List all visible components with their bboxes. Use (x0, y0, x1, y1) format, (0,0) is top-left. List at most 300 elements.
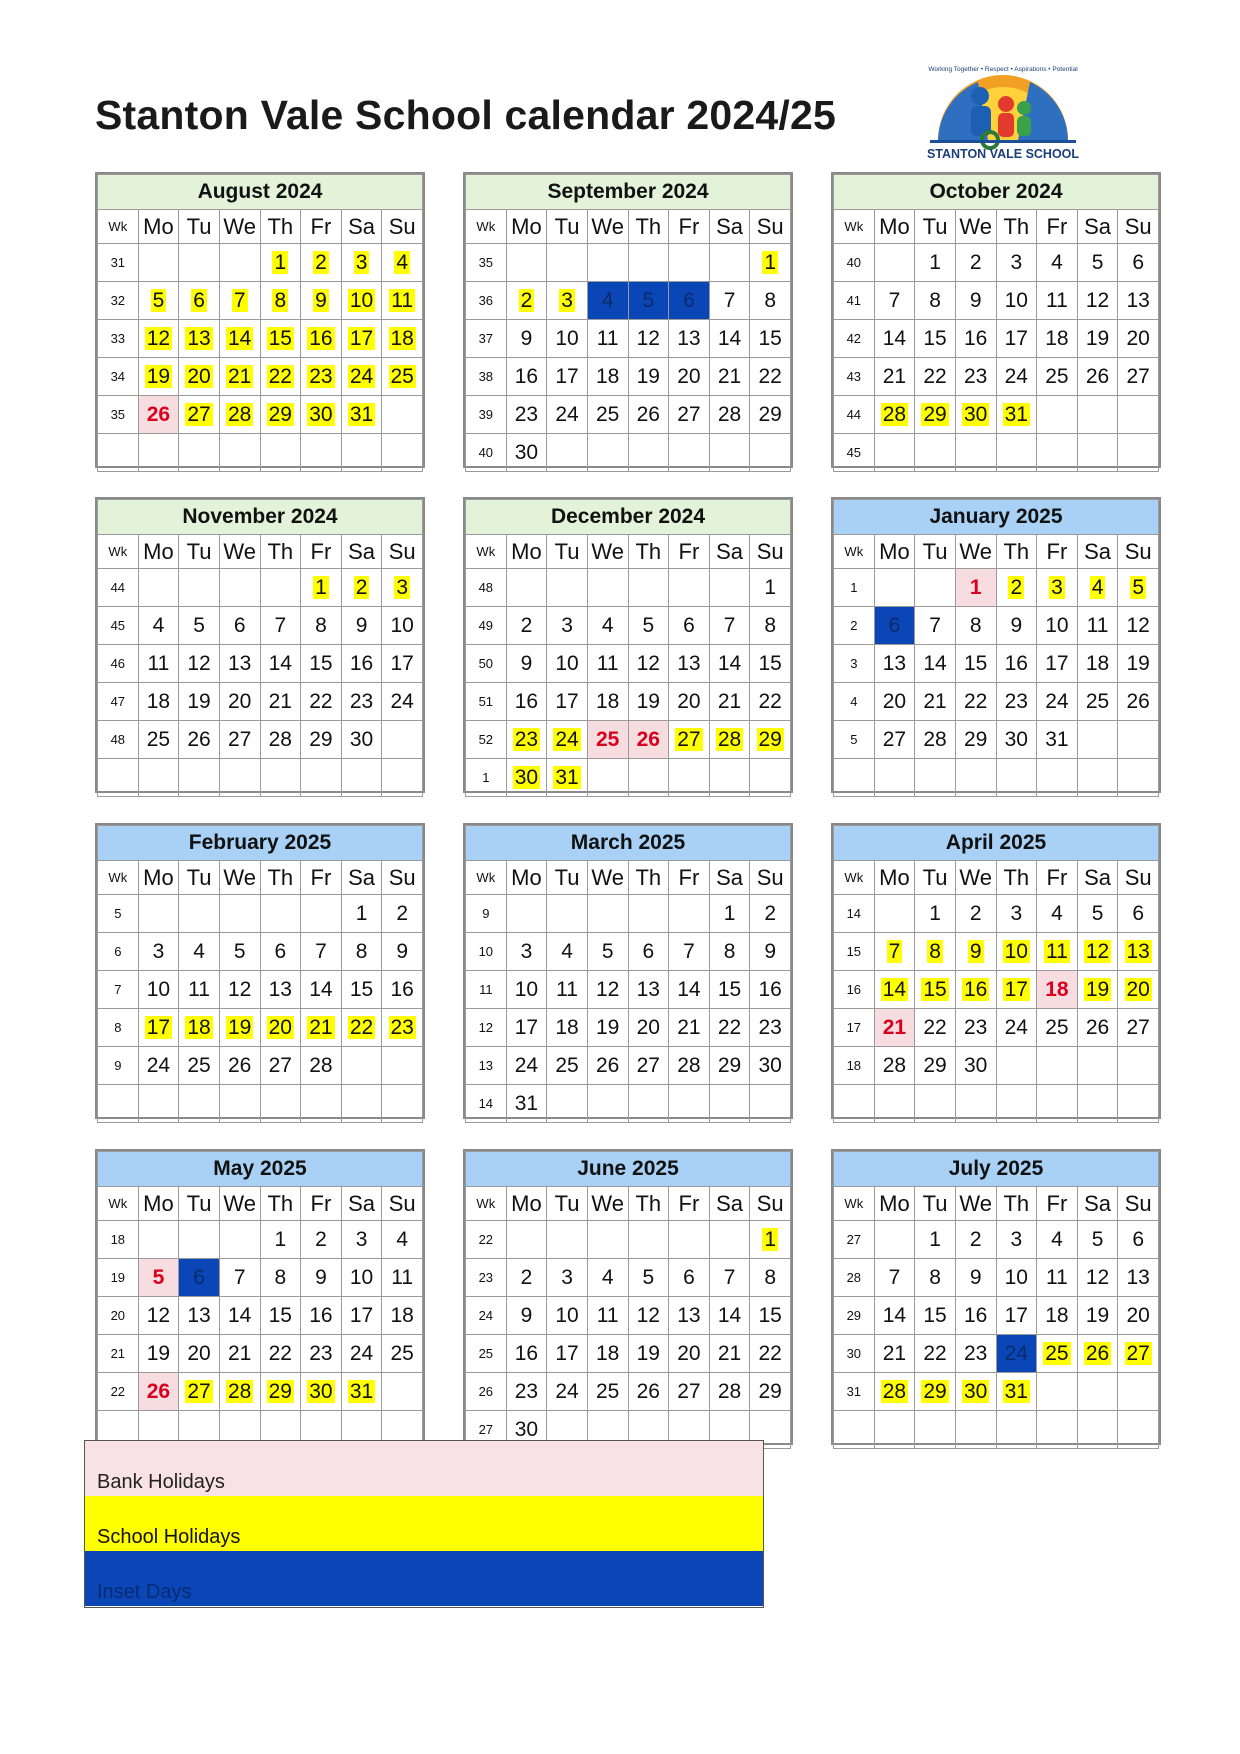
day-cell (138, 895, 179, 933)
day-cell: 12 (628, 320, 669, 358)
day-cell: 19 (138, 1335, 179, 1373)
day-cell: 4 (1037, 895, 1078, 933)
day-cell: 27 (669, 396, 710, 434)
day-cell (382, 1085, 423, 1123)
day-header: Sa (1077, 861, 1118, 895)
day-cell: 31 (996, 396, 1037, 434)
day-cell: 28 (874, 396, 915, 434)
day-cell: 5 (628, 1259, 669, 1297)
day-header: Fr (301, 1187, 342, 1221)
day-cell (1037, 396, 1078, 434)
day-header: Sa (1077, 210, 1118, 244)
day-cell: 28 (669, 1047, 710, 1085)
day-cell (506, 1221, 547, 1259)
week-number: 5 (834, 721, 875, 759)
day-cell: 15 (341, 971, 382, 1009)
day-cell (628, 759, 669, 797)
day-header: Fr (669, 535, 710, 569)
day-cell: 26 (138, 396, 179, 434)
month-title: August 2024 (98, 175, 423, 210)
day-cell: 11 (587, 320, 628, 358)
day-cell (750, 434, 791, 472)
day-header: We (587, 861, 628, 895)
day-header: Tu (547, 861, 588, 895)
day-cell: 14 (219, 1297, 260, 1335)
day-cell: 23 (382, 1009, 423, 1047)
day-cell (669, 569, 710, 607)
day-cell (1077, 1373, 1118, 1411)
day-cell: 21 (709, 358, 750, 396)
day-cell: 1 (709, 895, 750, 933)
day-header: Mo (874, 535, 915, 569)
month-november-2024 (95, 497, 425, 793)
week-number: 40 (834, 244, 875, 282)
week-number: 23 (466, 1259, 507, 1297)
day-cell: 10 (547, 645, 588, 683)
day-cell: 27 (260, 1047, 301, 1085)
day-cell: 3 (547, 282, 588, 320)
day-header: Sa (341, 210, 382, 244)
day-cell: 2 (506, 282, 547, 320)
day-cell: 21 (874, 358, 915, 396)
week-number: 34 (98, 358, 139, 396)
day-header: Su (750, 1187, 791, 1221)
day-cell: 23 (955, 358, 996, 396)
day-cell: 17 (547, 1335, 588, 1373)
day-cell: 4 (587, 1259, 628, 1297)
month-march-2025 (463, 823, 793, 1119)
day-cell: 18 (1037, 320, 1078, 358)
day-cell: 31 (547, 759, 588, 797)
day-cell (260, 895, 301, 933)
day-cell: 13 (669, 1297, 710, 1335)
day-header: Th (260, 861, 301, 895)
day-cell: 26 (628, 1373, 669, 1411)
day-cell: 5 (219, 933, 260, 971)
day-header: Th (628, 210, 669, 244)
month-may-2025 (95, 1149, 425, 1445)
day-cell: 1 (750, 569, 791, 607)
week-number: 31 (98, 244, 139, 282)
day-cell: 11 (382, 282, 423, 320)
day-cell: 1 (260, 244, 301, 282)
day-cell: 10 (1037, 607, 1078, 645)
day-cell (709, 244, 750, 282)
day-cell: 8 (341, 933, 382, 971)
day-cell: 30 (506, 434, 547, 472)
day-cell: 14 (260, 645, 301, 683)
day-cell (915, 434, 956, 472)
day-header: Su (1118, 1187, 1159, 1221)
day-cell (669, 1085, 710, 1123)
day-cell: 1 (750, 244, 791, 282)
day-cell: 1 (955, 569, 996, 607)
day-cell: 3 (996, 244, 1037, 282)
day-cell: 12 (1077, 282, 1118, 320)
day-cell: 8 (260, 1259, 301, 1297)
day-cell (547, 1085, 588, 1123)
day-cell: 1 (301, 569, 342, 607)
day-cell: 18 (138, 683, 179, 721)
day-header: Fr (669, 210, 710, 244)
day-cell: 9 (341, 607, 382, 645)
day-cell (382, 721, 423, 759)
day-cell: 27 (1118, 358, 1159, 396)
day-cell: 20 (874, 683, 915, 721)
day-cell: 21 (301, 1009, 342, 1047)
day-cell: 23 (301, 358, 342, 396)
day-cell: 13 (219, 645, 260, 683)
day-cell: 17 (996, 1297, 1037, 1335)
day-cell: 2 (301, 244, 342, 282)
day-cell: 28 (915, 721, 956, 759)
day-cell: 22 (709, 1009, 750, 1047)
day-cell: 2 (506, 1259, 547, 1297)
day-cell: 12 (138, 320, 179, 358)
day-cell: 19 (138, 358, 179, 396)
day-cell: 22 (750, 683, 791, 721)
day-cell: 26 (1077, 358, 1118, 396)
day-header: Fr (669, 861, 710, 895)
day-header: Su (750, 535, 791, 569)
week-number: 28 (834, 1259, 875, 1297)
day-header: Mo (138, 861, 179, 895)
day-header: Wk (466, 861, 507, 895)
day-header: Fr (1037, 1187, 1078, 1221)
day-cell: 28 (709, 396, 750, 434)
day-cell: 16 (506, 358, 547, 396)
day-cell: 19 (1118, 645, 1159, 683)
day-cell: 20 (179, 358, 220, 396)
day-header: Tu (547, 210, 588, 244)
day-cell: 18 (587, 1335, 628, 1373)
day-cell (179, 895, 220, 933)
day-cell (179, 1221, 220, 1259)
day-header: Sa (709, 1187, 750, 1221)
day-cell: 6 (260, 933, 301, 971)
month-title: November 2024 (98, 500, 423, 535)
day-header: We (587, 535, 628, 569)
week-number: 44 (834, 396, 875, 434)
page-title: Stanton Vale School calendar 2024/25 (95, 92, 836, 138)
day-header: Th (996, 861, 1037, 895)
logo-name: STANTON VALE SCHOOL (926, 147, 1080, 161)
day-cell: 1 (915, 1221, 956, 1259)
day-cell: 21 (874, 1335, 915, 1373)
day-header: Sa (341, 535, 382, 569)
day-cell: 7 (669, 933, 710, 971)
week-number: 35 (98, 396, 139, 434)
month-october-2024 (831, 172, 1161, 468)
day-cell: 15 (301, 645, 342, 683)
day-cell: 26 (1077, 1335, 1118, 1373)
day-cell (341, 1047, 382, 1085)
day-header: We (587, 210, 628, 244)
week-number: 31 (834, 1373, 875, 1411)
day-cell: 27 (1118, 1335, 1159, 1373)
day-header: Sa (709, 210, 750, 244)
day-cell: 4 (1077, 569, 1118, 607)
school-logo (918, 58, 1088, 166)
day-cell (1118, 434, 1159, 472)
day-cell: 19 (628, 358, 669, 396)
day-cell: 16 (955, 971, 996, 1009)
day-cell: 22 (341, 1009, 382, 1047)
day-cell: 13 (1118, 282, 1159, 320)
day-cell: 3 (547, 1259, 588, 1297)
day-cell: 20 (1118, 1297, 1159, 1335)
day-cell: 21 (219, 358, 260, 396)
day-header: Su (1118, 210, 1159, 244)
day-cell: 10 (547, 320, 588, 358)
day-cell: 15 (955, 645, 996, 683)
day-cell: 20 (179, 1335, 220, 1373)
day-cell (709, 434, 750, 472)
day-cell: 15 (915, 320, 956, 358)
day-cell: 8 (750, 607, 791, 645)
day-header: Mo (138, 210, 179, 244)
day-header: Mo (506, 535, 547, 569)
day-cell (138, 1221, 179, 1259)
week-number: 1 (466, 759, 507, 797)
day-cell: 13 (260, 971, 301, 1009)
month-title: February 2025 (98, 826, 423, 861)
week-number (98, 1085, 139, 1123)
day-header: Th (996, 210, 1037, 244)
day-cell (628, 895, 669, 933)
week-number: 10 (466, 933, 507, 971)
day-cell (996, 1047, 1037, 1085)
week-number: 8 (98, 1009, 139, 1047)
day-cell: 2 (996, 569, 1037, 607)
day-cell: 18 (587, 683, 628, 721)
day-cell: 6 (1118, 244, 1159, 282)
day-cell: 8 (709, 933, 750, 971)
day-cell: 4 (547, 933, 588, 971)
day-cell: 2 (506, 607, 547, 645)
day-cell: 29 (260, 1373, 301, 1411)
week-number: 41 (834, 282, 875, 320)
day-cell (1118, 1411, 1159, 1449)
day-cell: 8 (301, 607, 342, 645)
day-cell (1037, 1047, 1078, 1085)
day-cell: 3 (547, 607, 588, 645)
day-cell: 26 (628, 396, 669, 434)
week-number: 1 (834, 569, 875, 607)
day-cell: 25 (138, 721, 179, 759)
day-header: Mo (506, 1187, 547, 1221)
day-cell: 11 (587, 1297, 628, 1335)
day-cell: 20 (219, 683, 260, 721)
day-cell (955, 1085, 996, 1123)
day-cell: 13 (1118, 1259, 1159, 1297)
day-cell: 9 (506, 320, 547, 358)
day-cell: 31 (996, 1373, 1037, 1411)
day-cell: 12 (1077, 933, 1118, 971)
day-cell: 11 (587, 645, 628, 683)
day-cell (341, 1085, 382, 1123)
week-number: 37 (466, 320, 507, 358)
day-cell: 17 (996, 320, 1037, 358)
day-cell: 22 (301, 683, 342, 721)
day-header: Su (1118, 535, 1159, 569)
day-cell: 4 (138, 607, 179, 645)
day-header: Fr (301, 535, 342, 569)
day-cell: 22 (915, 1335, 956, 1373)
day-cell: 20 (1118, 320, 1159, 358)
week-number (834, 1411, 875, 1449)
day-cell (219, 1221, 260, 1259)
day-cell: 7 (219, 282, 260, 320)
day-cell: 1 (915, 895, 956, 933)
day-cell (260, 434, 301, 472)
day-cell: 5 (1077, 244, 1118, 282)
day-cell: 23 (506, 721, 547, 759)
day-cell: 7 (874, 282, 915, 320)
day-cell (179, 1085, 220, 1123)
day-cell: 14 (709, 1297, 750, 1335)
day-cell (1077, 721, 1118, 759)
day-cell: 23 (341, 683, 382, 721)
day-cell: 17 (341, 1297, 382, 1335)
day-cell: 23 (506, 396, 547, 434)
day-cell: 2 (955, 244, 996, 282)
week-number: 9 (466, 895, 507, 933)
day-header: Th (628, 1187, 669, 1221)
day-header: Fr (669, 1187, 710, 1221)
week-number: 42 (834, 320, 875, 358)
day-cell: 23 (996, 683, 1037, 721)
day-cell: 11 (547, 971, 588, 1009)
day-header: Th (260, 210, 301, 244)
day-cell (301, 759, 342, 797)
day-cell: 9 (996, 607, 1037, 645)
week-number: 48 (466, 569, 507, 607)
day-cell: 12 (219, 971, 260, 1009)
day-header: Sa (341, 861, 382, 895)
day-cell: 29 (750, 721, 791, 759)
day-header: We (955, 535, 996, 569)
day-cell: 5 (1077, 1221, 1118, 1259)
day-header: Th (628, 535, 669, 569)
day-cell (955, 1411, 996, 1449)
day-header: Mo (138, 535, 179, 569)
day-cell (260, 759, 301, 797)
day-cell: 27 (669, 721, 710, 759)
day-cell: 29 (915, 1047, 956, 1085)
day-cell: 19 (179, 683, 220, 721)
day-cell: 15 (260, 320, 301, 358)
day-header: Su (750, 210, 791, 244)
day-cell: 7 (709, 607, 750, 645)
day-cell (628, 434, 669, 472)
week-number: 44 (98, 569, 139, 607)
day-cell: 5 (138, 1259, 179, 1297)
day-cell: 6 (669, 607, 710, 645)
week-number: 3 (834, 645, 875, 683)
day-cell (915, 569, 956, 607)
day-cell: 28 (219, 396, 260, 434)
day-cell: 5 (1118, 569, 1159, 607)
day-cell (1118, 1085, 1159, 1123)
day-cell: 13 (669, 320, 710, 358)
week-number: 43 (834, 358, 875, 396)
day-cell: 14 (669, 971, 710, 1009)
day-cell: 18 (1077, 645, 1118, 683)
day-header: Wk (466, 1187, 507, 1221)
day-cell: 2 (301, 1221, 342, 1259)
day-cell (750, 759, 791, 797)
day-cell: 31 (1037, 721, 1078, 759)
day-cell (260, 1085, 301, 1123)
day-header: Tu (179, 210, 220, 244)
week-number: 47 (98, 683, 139, 721)
day-header: Tu (915, 1187, 956, 1221)
week-number: 9 (98, 1047, 139, 1085)
day-cell: 27 (219, 721, 260, 759)
day-cell (219, 759, 260, 797)
day-cell: 30 (955, 1047, 996, 1085)
day-cell: 6 (874, 607, 915, 645)
day-cell: 7 (709, 282, 750, 320)
day-cell (1077, 1047, 1118, 1085)
day-cell: 28 (219, 1373, 260, 1411)
day-cell: 3 (341, 1221, 382, 1259)
day-cell (874, 244, 915, 282)
day-cell: 3 (382, 569, 423, 607)
day-cell (506, 895, 547, 933)
day-cell: 16 (955, 1297, 996, 1335)
day-cell: 6 (219, 607, 260, 645)
week-number: 19 (98, 1259, 139, 1297)
day-cell: 24 (547, 721, 588, 759)
day-cell: 12 (1077, 1259, 1118, 1297)
day-cell: 2 (955, 1221, 996, 1259)
day-cell: 6 (179, 1259, 220, 1297)
day-cell (341, 434, 382, 472)
day-header: We (219, 861, 260, 895)
day-cell (628, 1085, 669, 1123)
day-cell: 24 (547, 396, 588, 434)
day-cell: 26 (587, 1047, 628, 1085)
day-cell (874, 895, 915, 933)
day-cell (547, 895, 588, 933)
day-cell (669, 244, 710, 282)
day-cell: 25 (587, 1373, 628, 1411)
day-cell: 29 (709, 1047, 750, 1085)
day-cell: 13 (669, 645, 710, 683)
day-cell (996, 434, 1037, 472)
day-cell: 16 (341, 645, 382, 683)
week-number: 32 (98, 282, 139, 320)
day-cell: 7 (260, 607, 301, 645)
day-cell: 12 (1118, 607, 1159, 645)
week-number: 25 (466, 1335, 507, 1373)
day-cell: 19 (587, 1009, 628, 1047)
day-cell: 2 (341, 569, 382, 607)
week-number (98, 434, 139, 472)
day-cell: 30 (301, 396, 342, 434)
week-number: 40 (466, 434, 507, 472)
day-cell: 26 (1077, 1009, 1118, 1047)
day-cell (219, 895, 260, 933)
day-cell: 27 (669, 1373, 710, 1411)
day-cell (506, 244, 547, 282)
day-cell: 14 (874, 971, 915, 1009)
day-cell: 7 (915, 607, 956, 645)
day-cell: 12 (138, 1297, 179, 1335)
month-title: March 2025 (466, 826, 791, 861)
